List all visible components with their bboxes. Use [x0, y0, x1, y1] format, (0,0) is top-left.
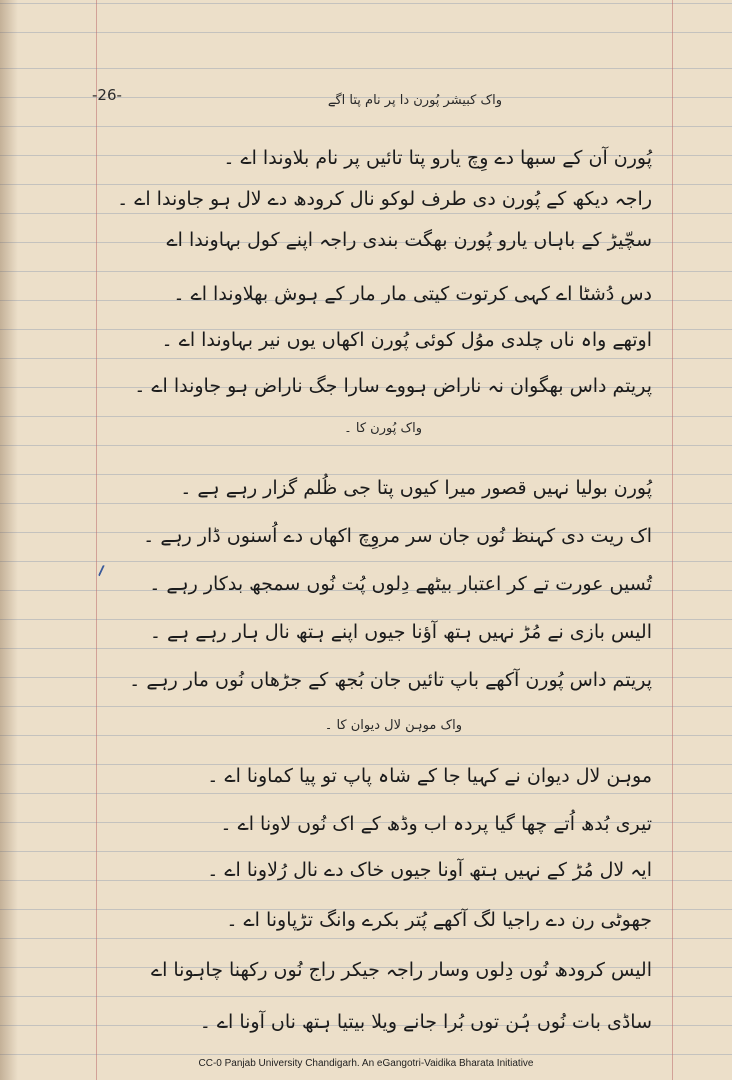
verse-line: ساڈی بات نُوں ہُن توں بُرا جانے ویلا بیتیا ہتھ ناں آونا اے ۔ — [199, 1011, 652, 1033]
verse-line: اوتھے واہ ناں چلدی موُل کوئی پُورن اکھاں یوں نیر بہاوندا اے ۔ — [161, 329, 652, 351]
page-number: -26- — [92, 86, 122, 104]
section-heading: واک پُورن کا ۔ — [344, 421, 422, 436]
right-margin-rule — [672, 0, 673, 1080]
footer-credit: CC-0 Panjab University Chandigarh. An eGangotri-Vaidika Bharata Initiative — [198, 1058, 534, 1069]
verse-line: الیس کرودھ نُوں دِلوں وسار راجہ جیکر راج نُوں رکھنا چاہونا اے — [150, 959, 652, 981]
verse-line: موہن لال دیوان نے کہیا جا کے شاہ پاپ تو پیا کماونا اے ۔ — [207, 765, 652, 787]
verse-line: دس دُشٹا اے کہی کرتوت کیتی مار مار کے ہوش بھلاوندا اے ۔ — [173, 283, 652, 305]
verse-line: تُسیں عورت تے کر اعتبار بیٹھے دِلوں پُت نُوں سمجھ بدکار رہے ۔ — [149, 573, 652, 595]
verse-line: پُورن آن کے سبھا دے وِچ یارو پتا تائیں پر نام بلاوندا اے ۔ — [223, 147, 652, 169]
verse-line: سچّیڑ کے باہاں یارو پُورن بھگت بندی راجہ اپنے کول بہاوندا اے — [166, 229, 652, 251]
verse-line: تیری بُدھ اُتے چھا گیا پردہ اب وڈھ کے اک نُوں لاونا اے ۔ — [220, 813, 652, 835]
pen-mark — [98, 565, 111, 580]
verse-line: اک ریت دی کہنظ نُوں جان سر مروِچ اکھاں دے اُسنوں ڈار رہے ۔ — [143, 525, 652, 547]
verse-line: پریتم داس پُورن آکھے باپ تائیں جان بُجھ کے جڑھاں نُوں مار رہے ۔ — [129, 669, 652, 691]
verse-line: راجہ دیکھ کے پُورن دی طرف لوکو نال کرودھ دے لال ہو جاوندا اے ۔ — [117, 188, 652, 210]
binding-shadow — [0, 0, 18, 1080]
verse-line: الیس بازی نے مُڑ نہیں ہتھ آؤنا جیوں اپنے ہتھ نال ہار رہے ہے ۔ — [149, 621, 652, 643]
verse-line: ایہ لال مُڑ کے نہیں ہتھ آونا جیوں خاک دے نال رُلاونا اے ۔ — [207, 859, 652, 881]
left-margin-rule — [96, 0, 97, 1080]
verse-line: جھوٹی رن دے راجیا لگ آکھے پُتر بکرے وانگ تڑپاونا اے ۔ — [226, 909, 652, 931]
verse-line: پریتم داس بھگوان نہ ناراض ہووے سارا جگ ناراض ہو جاوندا اے ۔ — [134, 375, 652, 397]
verse-line: پُورن بولیا نہیں قصور میرا کیوں پتا جی ظُلم گزار رہے ہے ۔ — [180, 477, 652, 499]
section-heading: واک کبیشر پُورن دا پر نام پتا اگے — [327, 93, 502, 108]
section-heading: واک موہن لال دیوان کا ۔ — [324, 718, 462, 733]
